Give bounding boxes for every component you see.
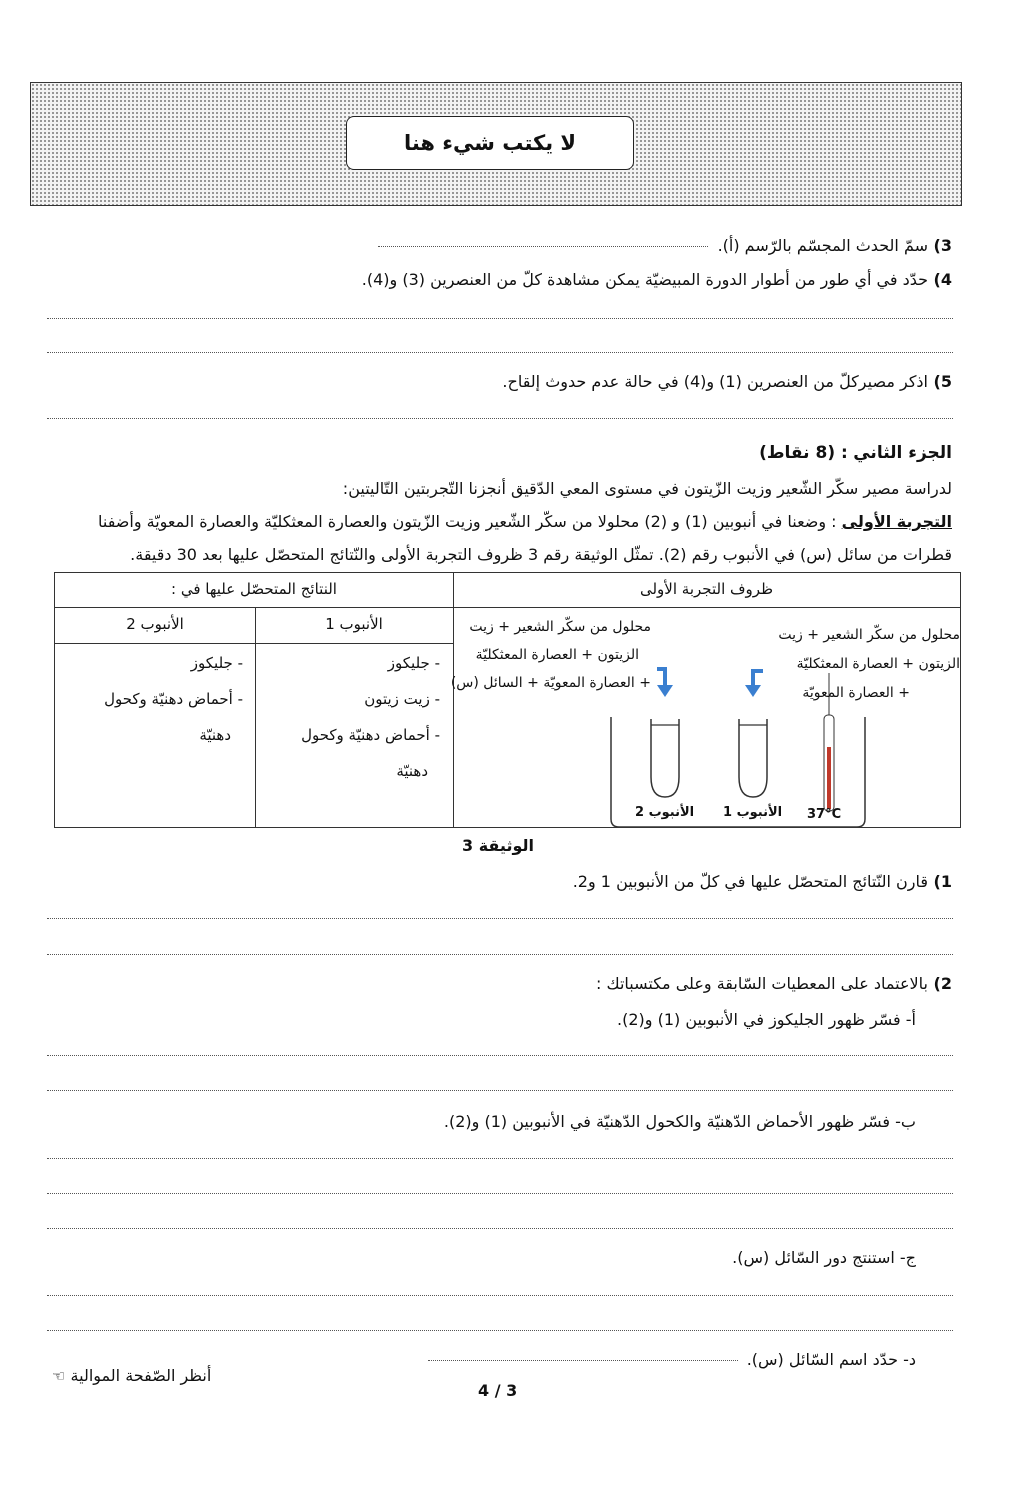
result-item: - جليكوز (387, 654, 440, 672)
q5-number: 5) (933, 372, 952, 391)
q2b-text (444, 1112, 916, 1131)
part2-title: الجزء الثاني (853, 443, 952, 463)
answer-line[interactable] (47, 318, 953, 319)
q5-text: اذكر مصيركلّ من العنصرين (1) و(4) في حالة عدم حدوث إلقاح. (502, 372, 928, 391)
page-number: 4 / 3 (478, 1381, 518, 1400)
q2b-label: ب- (895, 1112, 916, 1131)
answer-line[interactable] (47, 1295, 953, 1296)
document-3-table (54, 572, 961, 828)
experiment-description (98, 512, 952, 531)
do-not-write-area (30, 82, 962, 206)
tube2-header: الأنبوب 2 (126, 615, 184, 633)
q2-number: 2) (933, 974, 952, 993)
label-line: الزيتون + العصارة المعثكليّة (475, 647, 639, 663)
q2-text: بالاعتماد على المعطيات السّابقة وعلى مكتسباتك : (596, 974, 928, 993)
answer-line[interactable] (47, 1158, 953, 1159)
results-header: النتائج المتحصّل عليها في : (171, 580, 337, 598)
answer-line[interactable] (47, 1055, 953, 1056)
thermometer-mercury (827, 747, 831, 809)
result-item: - جليكوز (190, 654, 243, 672)
arrow-head (745, 685, 761, 697)
result-item: دهنيّة (199, 726, 231, 744)
tube1-header: الأنبوب 1 (325, 615, 383, 633)
part2-heading (759, 443, 952, 463)
answer-line[interactable] (47, 918, 953, 919)
next-page-text: أنظر الصّفحة الموالية (70, 1366, 212, 1385)
q2c-question: استنتج دور السّائل (س). (732, 1248, 895, 1267)
conditions-header: ظروف التجربة الأولى (639, 580, 774, 598)
answer-line[interactable] (47, 1228, 953, 1229)
result-item: - زيت زيتون (364, 690, 440, 708)
tube2-results (63, 645, 243, 753)
q3-text (378, 236, 928, 255)
label-line: الزيتون + العصارة المعثكليّة (796, 656, 960, 672)
q3-number: 3) (933, 236, 952, 255)
arrow-down-icon (753, 671, 763, 687)
answer-line[interactable] (47, 352, 953, 353)
q2d-label: د- (903, 1350, 916, 1369)
q2c-label: ج- (899, 1248, 916, 1267)
q2a-text (617, 1010, 916, 1029)
table-divider (55, 643, 453, 644)
table-divider (255, 607, 256, 827)
result-item: - أحماض دهنيّة وكحول (104, 690, 243, 708)
next-page-note (52, 1366, 211, 1385)
q4-text: حدّد في أي طور من أطوار الدورة المبيضيّة يمكن مشاهدة كلّ من العنصرين (3) و(4). (361, 270, 928, 289)
temperature-label: 37°C (807, 807, 842, 822)
tube2-label-text (450, 613, 651, 697)
tube-2 (651, 719, 679, 797)
q2a-question: فسّر ظهور الجليكوز في الأنبوبين (1) و(2). (617, 1010, 901, 1029)
answer-dots[interactable] (428, 1360, 738, 1361)
q2c-text (732, 1248, 916, 1267)
pointing-hand-icon: ☜ (52, 1367, 66, 1385)
result-item: دهنيّة (396, 762, 428, 780)
answer-dots[interactable] (378, 246, 708, 247)
do-not-write-banner: لا يكتب شيء هنا (346, 116, 634, 170)
arrow-head (657, 685, 673, 697)
experiment-text-1: : وضعنا في أنبوبين (1) و (2) محلولا من سكّر الشّعير وزيت الزّيتون والعصارة المعثكليّة والعصارة المعويّة وأضفنا (97, 512, 837, 531)
tube1-results (265, 645, 440, 789)
q2a-label: أ- (905, 1010, 916, 1029)
q1-number: 1) (933, 872, 952, 891)
answer-line[interactable] (47, 1330, 953, 1331)
answer-line[interactable] (47, 1090, 953, 1091)
label-line: + العصارة المعويّة (802, 685, 910, 701)
q2d-question: حدّد اسم السّائل (س). (746, 1350, 898, 1369)
experiment-text-2: قطرات من سائل (س) في الأنبوب رقم (2). تمثّل الوثيقة رقم 3 ظروف التجربة الأولى والنّتائج المتحصّل عليها بعد 30 دقيقة. (130, 545, 952, 564)
q2d-text (428, 1350, 916, 1369)
tube1-caption: الأنبوب 1 (723, 805, 783, 820)
tube1-label-text (770, 621, 960, 708)
part2-intro: لدراسة مصير سكّر الشّعير وزيت الزّيتون في مستوى المعي الدّقيق أنجزنا التّجربتين التّاليتين: (342, 479, 952, 498)
result-item: - أحماض دهنيّة وكحول (301, 726, 440, 744)
document-3-caption: الوثيقة 3 (462, 836, 534, 855)
tube-1 (739, 719, 767, 797)
q3-label: سمّ الحدث المجسّم بالرّسم (أ). (717, 236, 928, 255)
arrow-down-icon (657, 669, 665, 687)
experiment-label: التجربة الأولى (841, 512, 952, 531)
label-line: محلول من سكّر الشعير + زيت (469, 619, 651, 635)
part2-points: : (8 نقاط) (759, 443, 848, 463)
label-line: + العصارة المعويّة + السائل (س) (450, 675, 651, 691)
q2b-question: فسّر ظهور الأحماض الدّهنيّة والكحول الدّهنيّة في الأنبوبين (1) و(2). (443, 1112, 891, 1131)
answer-line[interactable] (47, 418, 953, 419)
tube2-caption: الأنبوب 2 (635, 805, 695, 820)
q4-number: 4) (933, 270, 952, 289)
answer-line[interactable] (47, 1193, 953, 1194)
q1-text: قارن النّتائج المتحصّل عليها في كلّ من الأنبوبين 1 و2. (572, 872, 928, 891)
label-line: محلول من سكّر الشعير + زيت (778, 627, 960, 643)
answer-line[interactable] (47, 954, 953, 955)
